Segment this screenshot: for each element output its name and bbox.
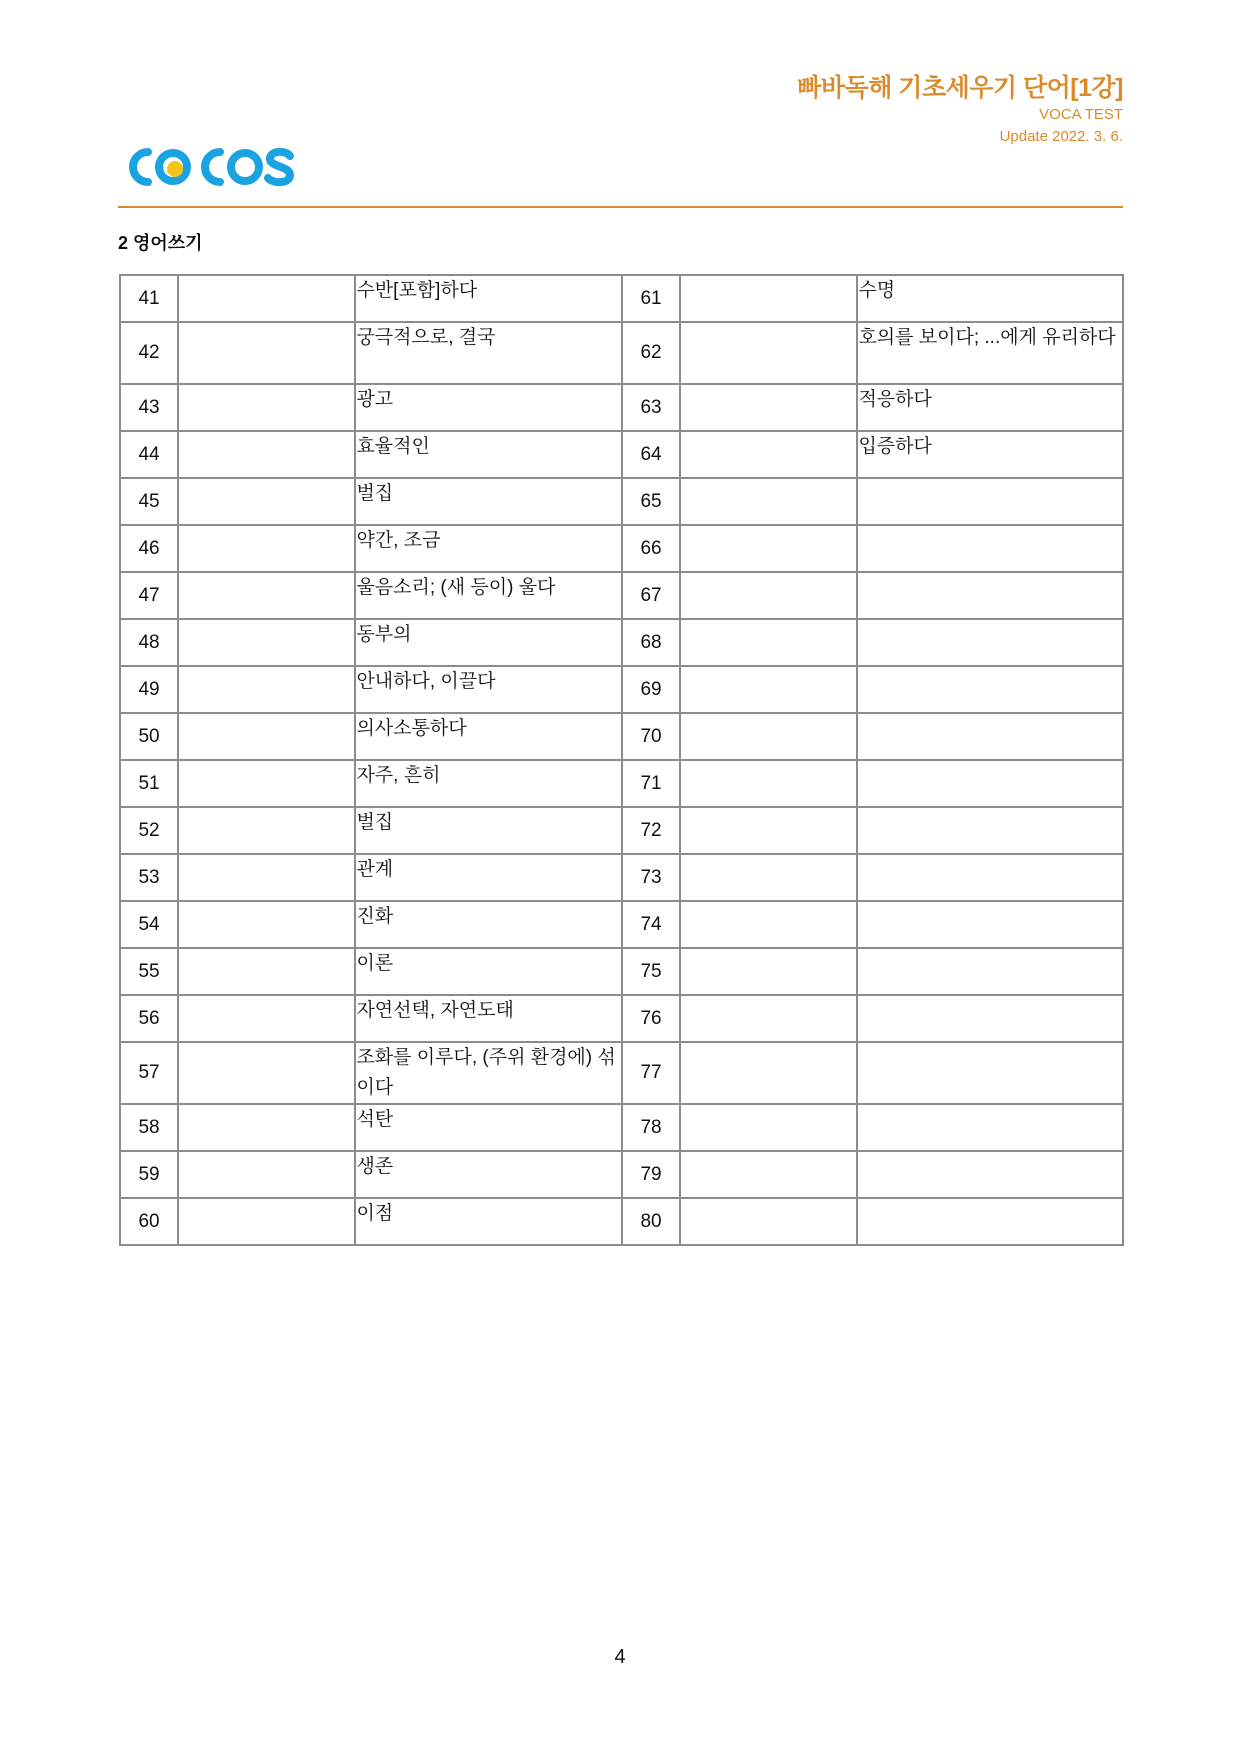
document-header (797, 72, 1123, 148)
meaning-cell: 자주, 흔히 (355, 760, 622, 807)
item-number: 80 (622, 1198, 680, 1245)
answer-cell[interactable] (680, 619, 857, 666)
answer-cell[interactable] (178, 995, 355, 1042)
item-number: 69 (622, 666, 680, 713)
table-row (120, 1198, 1123, 1245)
answer-cell[interactable] (178, 619, 355, 666)
meaning-cell (857, 572, 1123, 619)
item-number: 67 (622, 572, 680, 619)
meaning-cell: 조화를 이루다, (주위 환경에) 섞이다 (355, 1042, 622, 1104)
table-row (120, 384, 1123, 431)
table-row (120, 901, 1123, 948)
answer-cell[interactable] (178, 478, 355, 525)
table-row (120, 854, 1123, 901)
meaning-cell: 약간, 조금 (355, 525, 622, 572)
answer-cell[interactable] (680, 1198, 857, 1245)
table-row (120, 1104, 1123, 1151)
answer-cell[interactable] (178, 384, 355, 431)
answer-cell[interactable] (178, 525, 355, 572)
item-number: 42 (120, 322, 178, 384)
cocos-logo (118, 142, 298, 192)
item-number: 43 (120, 384, 178, 431)
answer-cell[interactable] (178, 948, 355, 995)
item-number: 78 (622, 1104, 680, 1151)
meaning-cell (857, 1151, 1123, 1198)
answer-cell[interactable] (680, 807, 857, 854)
item-number: 70 (622, 713, 680, 760)
item-number: 72 (622, 807, 680, 854)
meaning-cell: 이론 (355, 948, 622, 995)
meaning-cell: 관계 (355, 854, 622, 901)
meaning-cell: 석탄 (355, 1104, 622, 1151)
meaning-cell (857, 901, 1123, 948)
meaning-cell: 안내하다, 이끌다 (355, 666, 622, 713)
meaning-cell (857, 1042, 1123, 1104)
meaning-cell (857, 525, 1123, 572)
answer-cell[interactable] (680, 431, 857, 478)
meaning-cell: 동부의 (355, 619, 622, 666)
section-title: 2 영어쓰기 (118, 233, 203, 253)
page-number: 4 (614, 1646, 626, 1668)
table-row (120, 431, 1123, 478)
update-date: Update 2022. 3. 6. (999, 128, 1123, 145)
meaning-cell (857, 760, 1123, 807)
answer-cell[interactable] (178, 713, 355, 760)
item-number: 59 (120, 1151, 178, 1198)
item-number: 66 (622, 525, 680, 572)
item-number: 53 (120, 854, 178, 901)
meaning-cell (857, 995, 1123, 1042)
meaning-cell (857, 854, 1123, 901)
item-number: 49 (120, 666, 178, 713)
answer-cell[interactable] (680, 1042, 857, 1104)
item-number: 57 (120, 1042, 178, 1104)
answer-cell[interactable] (680, 572, 857, 619)
meaning-cell: 효율적인 (355, 431, 622, 478)
item-number: 55 (120, 948, 178, 995)
answer-cell[interactable] (178, 322, 355, 384)
item-number: 58 (120, 1104, 178, 1151)
meaning-cell: 울음소리; (새 등이) 울다 (355, 572, 622, 619)
answer-cell[interactable] (680, 1151, 857, 1198)
meaning-cell: 궁극적으로, 결국 (355, 322, 622, 384)
meaning-cell: 호의를 보이다; ...에게 유리하다 (857, 322, 1123, 384)
meaning-cell (857, 478, 1123, 525)
table-row (120, 322, 1123, 384)
meaning-cell (857, 1198, 1123, 1245)
item-number: 50 (120, 713, 178, 760)
table-row (120, 995, 1123, 1042)
meaning-cell: 이점 (355, 1198, 622, 1245)
item-number: 52 (120, 807, 178, 854)
table-row (120, 275, 1123, 322)
header-rule (118, 206, 1123, 208)
item-number: 60 (120, 1198, 178, 1245)
answer-cell[interactable] (178, 1151, 355, 1198)
table-row (120, 525, 1123, 572)
meaning-cell: 진화 (355, 901, 622, 948)
item-number: 73 (622, 854, 680, 901)
item-number: 63 (622, 384, 680, 431)
meaning-cell: 적응하다 (857, 384, 1123, 431)
item-number: 79 (622, 1151, 680, 1198)
answer-cell[interactable] (178, 1042, 355, 1104)
item-number: 41 (120, 275, 178, 322)
table-row (120, 619, 1123, 666)
table-row (120, 1042, 1123, 1104)
answer-cell[interactable] (178, 666, 355, 713)
item-number: 47 (120, 572, 178, 619)
item-number: 56 (120, 995, 178, 1042)
answer-cell[interactable] (680, 322, 857, 384)
table-row (120, 948, 1123, 995)
item-number: 46 (120, 525, 178, 572)
document-title: 빠바독해 기초세우기 단어[1강] (797, 74, 1123, 102)
answer-cell[interactable] (680, 525, 857, 572)
meaning-cell: 광고 (355, 384, 622, 431)
answer-cell[interactable] (178, 431, 355, 478)
table-row (120, 760, 1123, 807)
meaning-cell: 의사소통하다 (355, 713, 622, 760)
document-subtitle: VOCA TEST (1039, 106, 1123, 123)
meaning-cell: 수명 (857, 275, 1123, 322)
table-row (120, 666, 1123, 713)
table-row (120, 713, 1123, 760)
answer-cell[interactable] (178, 275, 355, 322)
meaning-cell: 생존 (355, 1151, 622, 1198)
meaning-cell (857, 619, 1123, 666)
meaning-cell: 벌집 (355, 478, 622, 525)
table-row (120, 478, 1123, 525)
meaning-cell: 입증하다 (857, 431, 1123, 478)
vocab-table (119, 274, 1124, 1246)
meaning-cell (857, 666, 1123, 713)
answer-cell[interactable] (178, 1104, 355, 1151)
answer-cell[interactable] (680, 713, 857, 760)
answer-cell[interactable] (680, 995, 857, 1042)
meaning-cell (857, 1104, 1123, 1151)
meaning-cell (857, 713, 1123, 760)
answer-cell[interactable] (178, 901, 355, 948)
meaning-cell: 수반[포함]하다 (355, 275, 622, 322)
meaning-cell: 자연선택, 자연도태 (355, 995, 622, 1042)
meaning-cell (857, 948, 1123, 995)
answer-cell[interactable] (680, 948, 857, 995)
item-number: 64 (622, 431, 680, 478)
item-number: 68 (622, 619, 680, 666)
item-number: 74 (622, 901, 680, 948)
item-number: 44 (120, 431, 178, 478)
table-row (120, 1151, 1123, 1198)
item-number: 76 (622, 995, 680, 1042)
answer-cell[interactable] (680, 666, 857, 713)
meaning-cell (857, 807, 1123, 854)
item-number: 61 (622, 275, 680, 322)
table-row (120, 572, 1123, 619)
item-number: 71 (622, 760, 680, 807)
answer-cell[interactable] (680, 854, 857, 901)
answer-cell[interactable] (680, 1104, 857, 1151)
answer-cell[interactable] (178, 854, 355, 901)
item-number: 48 (120, 619, 178, 666)
answer-cell[interactable] (178, 572, 355, 619)
answer-cell[interactable] (680, 478, 857, 525)
item-number: 75 (622, 948, 680, 995)
answer-cell[interactable] (178, 1198, 355, 1245)
item-number: 51 (120, 760, 178, 807)
item-number: 77 (622, 1042, 680, 1104)
item-number: 45 (120, 478, 178, 525)
table-row (120, 807, 1123, 854)
answer-cell[interactable] (178, 760, 355, 807)
meaning-cell: 벌집 (355, 807, 622, 854)
answer-cell[interactable] (680, 901, 857, 948)
item-number: 65 (622, 478, 680, 525)
answer-cell[interactable] (680, 760, 857, 807)
answer-cell[interactable] (178, 807, 355, 854)
answer-cell[interactable] (680, 275, 857, 322)
item-number: 62 (622, 322, 680, 384)
item-number: 54 (120, 901, 178, 948)
answer-cell[interactable] (680, 384, 857, 431)
